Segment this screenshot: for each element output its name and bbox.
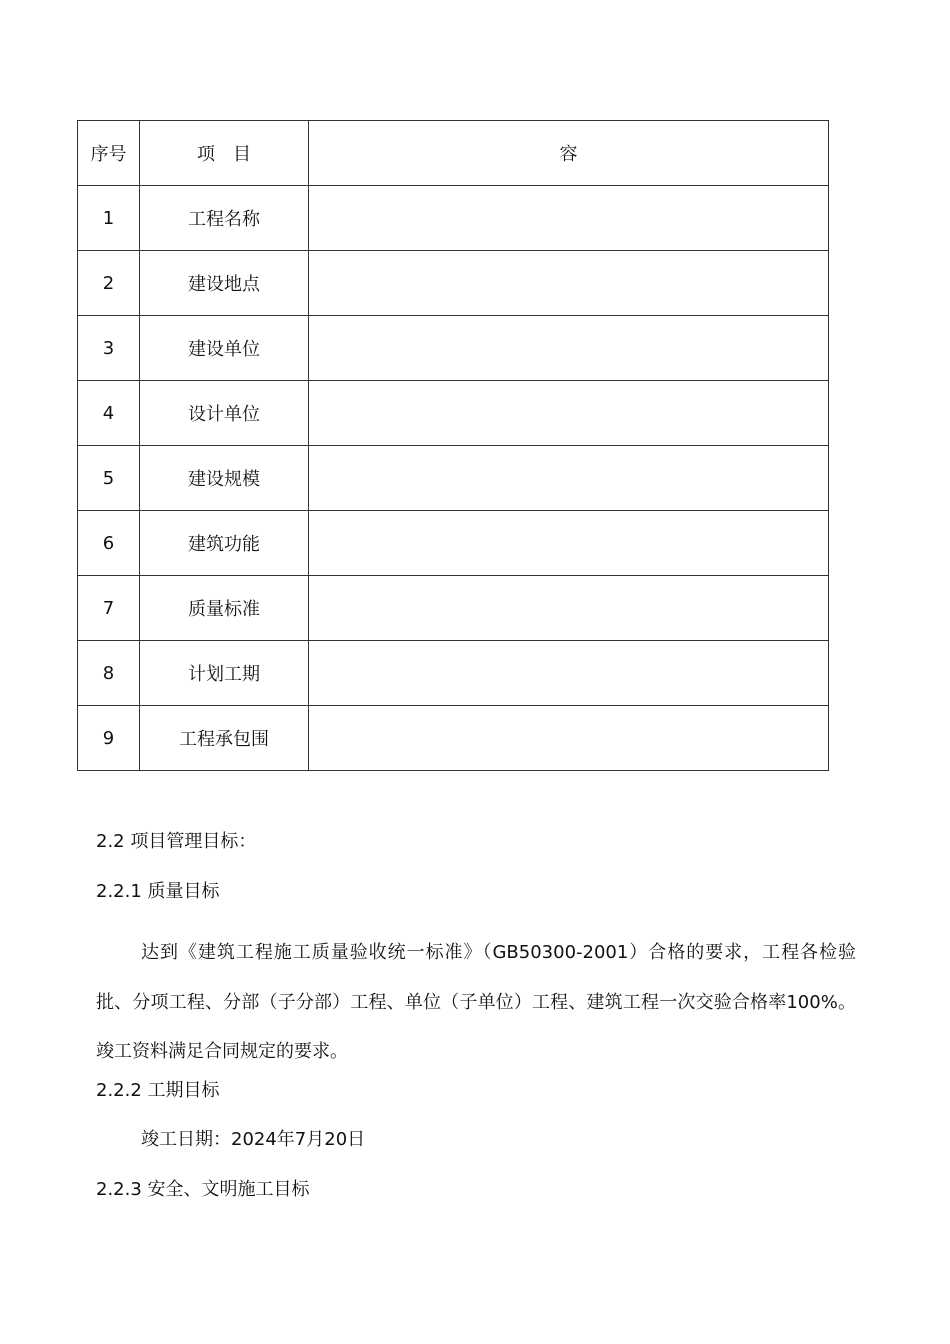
row-content <box>309 576 829 641</box>
row-item: 质量标准 <box>140 576 309 641</box>
table-row <box>78 316 829 381</box>
table-row <box>78 706 829 771</box>
completion-date: 竣工日期：2024年7月20日 <box>141 1129 366 1150</box>
row-no: 6 <box>78 511 140 576</box>
table-row <box>78 186 829 251</box>
heading-management-goals: 2.2 项目管理目标： <box>96 831 257 852</box>
row-item: 工程名称 <box>140 186 309 251</box>
project-info-table <box>77 120 829 771</box>
row-content <box>309 316 829 381</box>
row-content <box>309 251 829 316</box>
row-content <box>309 381 829 446</box>
row-content <box>309 511 829 576</box>
table-row <box>78 576 829 641</box>
table-header-row <box>78 121 829 186</box>
table-row <box>78 446 829 511</box>
row-no: 5 <box>78 446 140 511</box>
header-content: 容 <box>309 121 829 186</box>
row-no: 3 <box>78 316 140 381</box>
row-no: 7 <box>78 576 140 641</box>
row-item: 建筑功能 <box>140 511 309 576</box>
row-content <box>309 706 829 771</box>
heading-quality-goal: 2.2.1 质量目标 <box>96 881 220 902</box>
header-item: 项 目 <box>140 121 309 186</box>
row-content <box>309 446 829 511</box>
table-row <box>78 641 829 706</box>
row-content <box>309 641 829 706</box>
row-no: 8 <box>78 641 140 706</box>
heading-safety-goal: 2.2.3 安全、文明施工目标 <box>96 1179 310 1200</box>
row-no: 1 <box>78 186 140 251</box>
row-no: 4 <box>78 381 140 446</box>
row-item: 建设地点 <box>140 251 309 316</box>
table-row <box>78 251 829 316</box>
row-item: 计划工期 <box>140 641 309 706</box>
row-content <box>309 186 829 251</box>
heading-schedule-goal: 2.2.2 工期目标 <box>96 1080 220 1101</box>
row-no: 2 <box>78 251 140 316</box>
table-row <box>78 511 829 576</box>
row-item: 建设规模 <box>140 446 309 511</box>
row-item: 建设单位 <box>140 316 309 381</box>
row-item: 设计单位 <box>140 381 309 446</box>
row-no: 9 <box>78 706 140 771</box>
row-item: 工程承包围 <box>140 706 309 771</box>
table-row <box>78 381 829 446</box>
quality-paragraph: 达到《建筑工程施工质量验收统一标准》（GB50300-2001）合格的要求，工程各检验批、分项工程、分部（子分部）工程、单位（子单位）工程、建筑工程一次交验合格率100%。竣工资料满足合同规定的要求。 <box>96 942 856 1062</box>
header-no: 序号 <box>78 121 140 186</box>
